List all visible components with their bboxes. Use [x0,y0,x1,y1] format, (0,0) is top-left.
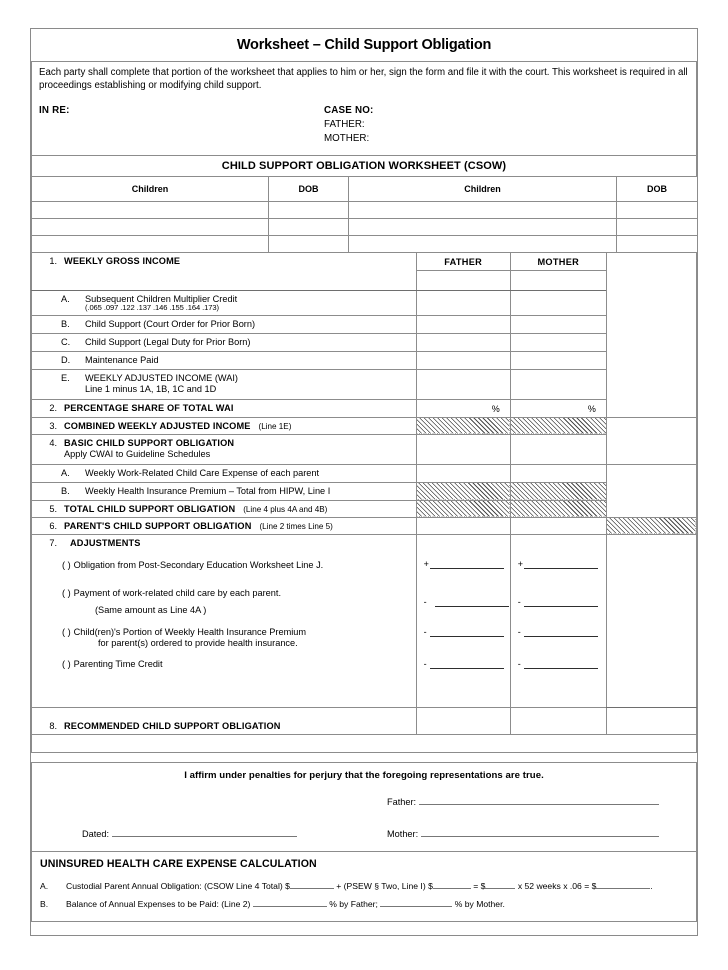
children-col-header-1: Children [131,183,169,194]
adjustment-checkbox[interactable]: ( ) [62,658,71,669]
third-column-cell[interactable] [606,464,696,517]
father-input-line4a[interactable] [416,464,510,482]
mother-input-line4a[interactable] [510,464,606,482]
blank-line [524,568,598,569]
father-label: FATHER: [324,118,365,130]
blank-line[interactable] [380,898,452,907]
column-header-father: FATHER [444,256,483,267]
mother-input-line1[interactable] [510,270,606,290]
adjustment-label: Payment of work-related child care by each parent. [73,587,282,598]
father-cell-line7 [416,534,510,557]
line4-label-cell [32,435,416,464]
worksheet-row-line1e [32,369,697,399]
adjustment-label: Obligation from Post-Secondary Education Worksheet Line J. [73,559,324,570]
child-name-cell[interactable] [349,201,617,218]
child-dob-cell[interactable] [617,218,698,235]
line3-label-cell [32,418,416,434]
line-label: Child Support (Legal Duty for Prior Born) [85,336,251,347]
line-number: 8. [49,720,57,731]
in-re-label: IN RE: [39,104,70,116]
adjustment-sign: - [423,658,427,669]
line6-note: (Line 2 times Line 5) [259,521,333,531]
mother-input-line1c[interactable] [510,333,606,351]
adjustment-sign: - [517,626,521,637]
line-alpha: B. [61,485,70,496]
mother-cell-line7 [510,534,606,557]
child-dob-cell[interactable] [269,201,349,218]
mother-percent-line2[interactable]: % [587,403,596,414]
line-label: ADJUSTMENTS [70,537,141,548]
worksheet-row-line1b [32,315,697,333]
line-number: 5. [49,503,57,514]
worksheet-row-line1a [32,290,697,315]
worksheet-row-adjustment-3 [32,619,697,653]
child-dob-cell[interactable] [269,235,349,252]
line1e-formula: Line 1 minus 1A, 1B, 1C and 1D [85,383,217,394]
mother-input-line1b[interactable] [510,315,606,333]
intro-text: Each party shall complete that portion of the worksheet that applies to him or her, sign the form and file it with the court. This worksheet is required in all proceedings establishing or modifying child support. [39,67,688,91]
adjustment-checkbox[interactable]: ( ) [62,626,71,637]
father-adjustment-1-entry[interactable] [417,557,510,583]
worksheet-row-line1d [32,351,697,369]
father-input-line1b[interactable] [416,315,510,333]
child-name-cell[interactable] [32,235,269,252]
line-alpha: B. [61,318,70,329]
mother-adjustment-2-entry[interactable] [511,585,606,619]
father-adjustment-3-entry[interactable] [417,619,510,653]
father-input-line1e[interactable] [416,369,510,399]
line-number: 1. [49,255,57,266]
line1a-label-cell [32,291,416,315]
children-dob-table [31,176,698,253]
mother-signature-line[interactable] [421,827,659,837]
uninsured-block [32,852,696,921]
line-label: PARENT'S CHILD SUPPORT OBLIGATION [64,520,252,531]
line-alpha: D. [61,354,71,365]
line-label: Subsequent Children Multiplier Credit [85,293,238,304]
mother-input-line4[interactable] [510,434,606,464]
mother-input-line6[interactable] [510,517,606,534]
blank-line [524,636,598,637]
line5-note: (Line 4 plus 4A and 4B) [243,504,328,514]
intro-block [32,62,696,155]
uninsured-alpha-a: A. [40,880,49,891]
case-no-label: CASE NO: [324,104,374,116]
in-re-block [39,104,689,148]
father-adjustment-4-entry[interactable] [417,653,510,679]
mother-input-line8[interactable] [510,707,606,734]
child-name-cell[interactable] [349,235,617,252]
third-column-cell[interactable] [606,707,696,734]
affirmation-table [31,762,697,852]
worksheet-row-line7 [32,534,697,557]
adjustment-label: Parenting Time Credit [73,658,163,669]
line4-formula: Apply CWAI to Guideline Schedules [64,448,211,459]
worksheet-row-line4b [32,482,697,500]
line1c-label-cell [32,334,416,350]
child-dob-cell[interactable] [269,218,349,235]
father-percent-line2[interactable]: % [491,403,500,414]
children-col-header-2: Children [464,183,501,194]
line-number: 7. [49,537,57,548]
worksheet-row-line5 [32,500,697,517]
line-number: 3. [49,420,57,431]
dob-col-header-2: DOB [647,183,667,194]
worksheet-row-trailing-blank [32,734,697,752]
mother-spacer-cell [510,679,606,708]
line-number: 6. [49,520,57,531]
line-label: RECOMMENDED CHILD SUPPORT OBLIGATION [64,720,281,731]
line8-label-cell [32,718,416,734]
worksheet-row-spacer [32,679,697,708]
dated-field: Dated: [82,827,297,839]
table-row[interactable] [32,218,698,235]
child-name-cell[interactable] [32,218,269,235]
father-input-line8[interactable] [416,707,510,734]
line1e-label-cell [32,370,416,399]
mother-adjustment-4-entry[interactable] [511,653,606,679]
spacer-cell [32,679,417,708]
blank-line [524,668,598,669]
uninsured-alpha-b: B. [40,898,49,909]
line1a-multipliers: (.065 .097 .122 .137 .146 .155 .164 .173) [85,302,219,312]
mother-cell-line4b-hatched [510,482,606,500]
adjustment-checkbox[interactable]: ( ) [62,587,71,598]
line4b-label-cell [32,483,416,499]
worksheet-row-line6 [32,517,697,534]
uninsured-table [31,851,697,922]
adjustment-3-sublabel: for parent(s) ordered to provide health insurance. [98,637,298,648]
worksheet-row-adjustment-1 [32,557,697,585]
father-cell-line4b-hatched [416,482,510,500]
third-column-cell[interactable] [606,252,696,417]
line-label: TOTAL CHILD SUPPORT OBLIGATION [64,503,236,514]
blank-line[interactable] [485,880,515,889]
worksheet-table [31,252,697,753]
line1d-label-cell [32,352,416,368]
blank-line[interactable] [433,880,471,889]
line1-label-cell [32,253,416,269]
column-header-mother: MOTHER [537,256,580,267]
blank-line[interactable] [253,898,327,907]
line-label: Weekly Work-Related Child Care Expense of each parent [85,467,320,478]
worksheet-row-line3 [32,417,697,434]
father-signature-row [32,795,696,815]
line6-label-cell [32,518,416,534]
worksheet-row-line4 [32,434,697,464]
adjustment-sign: + [423,558,429,569]
line-number: 2. [49,402,57,413]
adjustment-4-label [32,653,416,672]
mother-adjustment-1-entry[interactable] [511,557,606,583]
father-input-line1a[interactable] [416,290,510,315]
line-label: WEEKLY GROSS INCOME [64,255,181,266]
page-title: Worksheet – Child Support Obligation [236,37,492,53]
worksheet-row-line8 [32,707,697,734]
line-label: COMBINED WEEKLY ADJUSTED INCOME [64,420,251,431]
blank-line [524,606,598,607]
blank-line [430,636,504,637]
father-adjustment-2-entry[interactable] [417,585,510,619]
csow-banner: CHILD SUPPORT OBLIGATION WORKSHEET (CSOW) [221,159,507,172]
adjustment-sign: - [423,626,427,637]
blank-line [435,606,509,607]
adjustment-sign: - [517,658,521,669]
father-input-line1[interactable] [416,270,510,290]
father-cell-line3-hatched [416,417,510,434]
mother-input-line1a[interactable] [510,290,606,315]
children-header-row [32,176,698,201]
mother-signature-label: Mother: [387,827,659,839]
trailing-blank-cell [32,734,697,752]
intro-table [31,61,697,156]
worksheet-row-adjustment-2 [32,585,697,619]
adjustment-label: Child(ren)'s Portion of Weekly Health Insurance Premium [73,626,307,637]
dob-col-header-1: DOB [298,183,319,194]
father-cell-line5-hatched [416,500,510,517]
worksheet-row-adjustment-4 [32,653,697,679]
line-alpha: A. [61,293,70,304]
mother-adjustment-3-entry[interactable] [511,619,606,653]
adjustment-sign: + [517,558,523,569]
line-label: BASIC CHILD SUPPORT OBLIGATION [64,437,235,448]
father-input-line4[interactable] [416,434,510,464]
line3-note: (Line 1E) [258,421,292,431]
line-label: Weekly Health Insurance Premium – Total from HIPW, Line I [85,485,331,496]
father-signature-line[interactable] [419,795,659,805]
mother-input-line1e[interactable] [510,369,606,399]
line-number: 4. [49,437,57,448]
worksheet-row-line1c [32,333,697,351]
line-label: PERCENTAGE SHARE OF TOTAL WAI [64,402,234,413]
third-cell-line6-hatched [606,517,696,534]
blank-line [430,568,504,569]
line5-label-cell [32,501,416,517]
blank-line [430,668,504,669]
worksheet-row-line1 [32,252,697,270]
line4a-label-cell [32,465,416,481]
adjustment-2-sublabel: (Same amount as Line 4A ) [95,604,207,615]
adjustment-sign: - [423,596,427,607]
uninsured-line-b: B. Balance of Annual Expenses to be Paid: (Line 2) % by Father; % by Mother. [40,898,505,909]
line-label: WEEKLY ADJUSTED INCOME (WAI) [85,372,238,383]
mother-cell-line3-hatched [510,417,606,434]
blank-line[interactable] [596,880,650,889]
third-column-cell[interactable] [606,534,696,707]
dated-mother-row [32,827,696,847]
child-name-cell[interactable] [32,201,269,218]
father-input-line6[interactable] [416,517,510,534]
mother-label: MOTHER: [324,132,370,144]
line-label: Maintenance Paid [85,354,159,365]
adjustment-3-label [32,619,416,651]
csow-banner-table [31,155,697,177]
father-signature-label: Father: [387,795,659,807]
mother-cell-line5-hatched [510,500,606,517]
line-alpha: C. [61,336,71,347]
child-name-cell[interactable] [349,218,617,235]
worksheet-row-line2 [32,399,697,417]
adjustment-checkbox[interactable]: ( ) [62,559,71,570]
dated-line[interactable] [112,827,297,837]
table-row[interactable] [32,201,698,218]
adjustment-sign: - [517,596,521,607]
uninsured-heading: UNINSURED HEALTH CARE EXPENSE CALCULATION [40,857,317,870]
adjustment-2-label [32,585,416,618]
line1b-label-cell [32,316,416,332]
affirmation-block [32,763,696,851]
line7-label-cell [32,535,416,551]
adjustment-1-label [32,557,416,573]
blank-line[interactable] [290,880,334,889]
line-label: Child Support (Court Order for Prior Born) [85,318,256,329]
line2-label-cell [32,400,416,416]
line-alpha: A. [61,467,70,478]
child-dob-cell[interactable] [617,201,698,218]
worksheet-sheet [31,31,697,922]
table-row[interactable] [32,235,698,252]
father-input-line1c[interactable] [416,333,510,351]
mother-input-line1d[interactable] [510,351,606,369]
uninsured-line-a: A. Custodial Parent Annual Obligation: (CSOW Line 4 Total) $ + (PSEW § Two, Line I) $ = $ x 52 weeks x .06 = $ . [40,880,653,891]
father-spacer-cell [416,679,510,708]
child-dob-cell[interactable] [617,235,698,252]
worksheet-row-line4a [32,464,697,482]
affirmation-statement: I affirm under penalties for perjury that the foregoing representations are true. [184,769,544,781]
father-input-line1d[interactable] [416,351,510,369]
line-alpha: E. [61,372,70,383]
third-column-cell[interactable] [606,417,696,464]
